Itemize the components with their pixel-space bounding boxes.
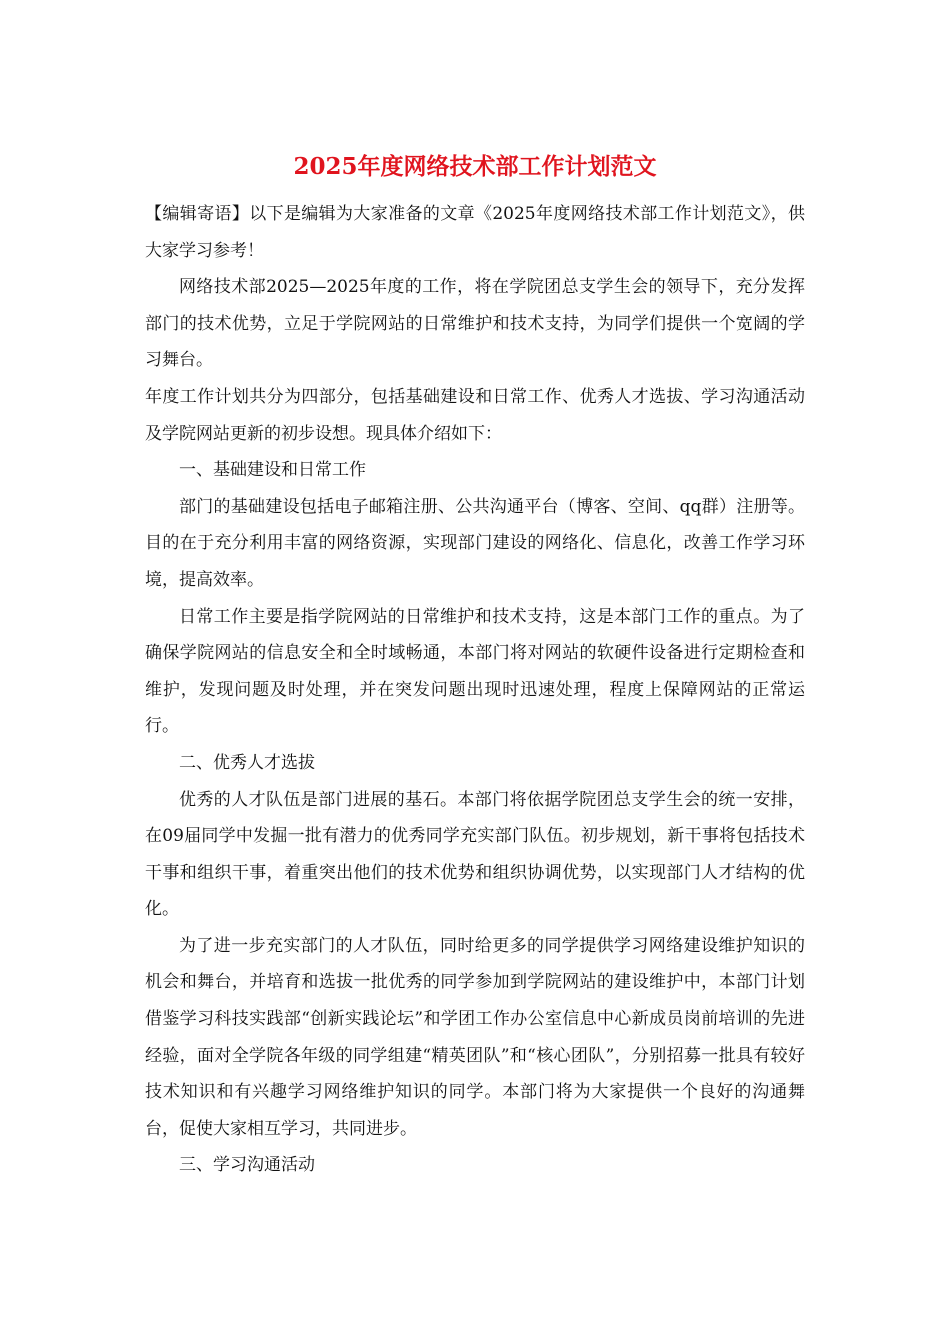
basic-construction-paragraph: 部门的基础建设包括电子邮箱注册、公共沟通平台（博客、空间、qq群）注册等。目的在于充分利用丰富的网络资源，实现部门建设的网络化、信息化，改善工作学习环境，提高效率。: [145, 496, 805, 590]
editor-note-paragraph: 【编辑寄语】以下是编辑为大家准备的文章《2025年度网络技术部工作计划范文》，供大家学习参考！: [145, 204, 805, 261]
talent-selection-paragraph: 优秀的人才队伍是部门进展的基石。本部门将依据学院团总支学生会的统一安排，在09届同学中发掘一批有潜力的优秀同学充实部门队伍。初步规划，新干事将包括技术干事和组织干事，着重突出他们的技术优势和组织协调优势，以实现部门人才结构的优化。: [145, 789, 805, 920]
section-heading-2: 二、优秀人才选拔: [179, 752, 315, 773]
intro-paragraph: 网络技术部2025—2025年度的工作，将在学院团总支学生会的领导下，充分发挥部门的技术优势，立足于学院网站的日常维护和技术支持，为同学们提供一个宽阔的学习舞台。: [145, 277, 805, 371]
section-heading-3: 三、学习沟通活动: [179, 1155, 315, 1176]
daily-work-paragraph: 日常工作主要是指学院网站的日常维护和技术支持，这是本部门工作的重点。为了确保学院网站的信息安全和全时域畅通，本部门将对网站的软硬件设备进行定期检查和维护，发现问题及时处理，并在突发问题出现时迅速处理，程度上保障网站的正常运行。: [145, 606, 805, 737]
document-body: [145, 196, 805, 1184]
team-building-paragraph: 为了进一步充实部门的人才队伍，同时给更多的同学提供学习网络建设维护知识的机会和舞台，并培育和选拔一批优秀的同学参加到学院网站的建设维护中，本部门计划借鉴学习科技实践部“创新实践论坛”和学团工作办公室信息中心新成员岗前培训的先进经验，面对全学院各年级的同学组建“精英团队”和“核心团队”，分别招募一批具有较好技术知识和有兴趣学习网络维护知识的同学。本部门将为大家提供一个良好的沟通舞台，促使大家相互学习，共同进步。: [145, 935, 805, 1139]
document-title: 2025年度网络技术部工作计划范文: [293, 153, 657, 180]
plan-overview-paragraph: 年度工作计划共分为四部分，包括基础建设和日常工作、优秀人才选拔、学习沟通活动及学院网站更新的初步设想。现具体介绍如下：: [145, 386, 805, 444]
section-heading-1: 一、基础建设和日常工作: [179, 460, 366, 481]
